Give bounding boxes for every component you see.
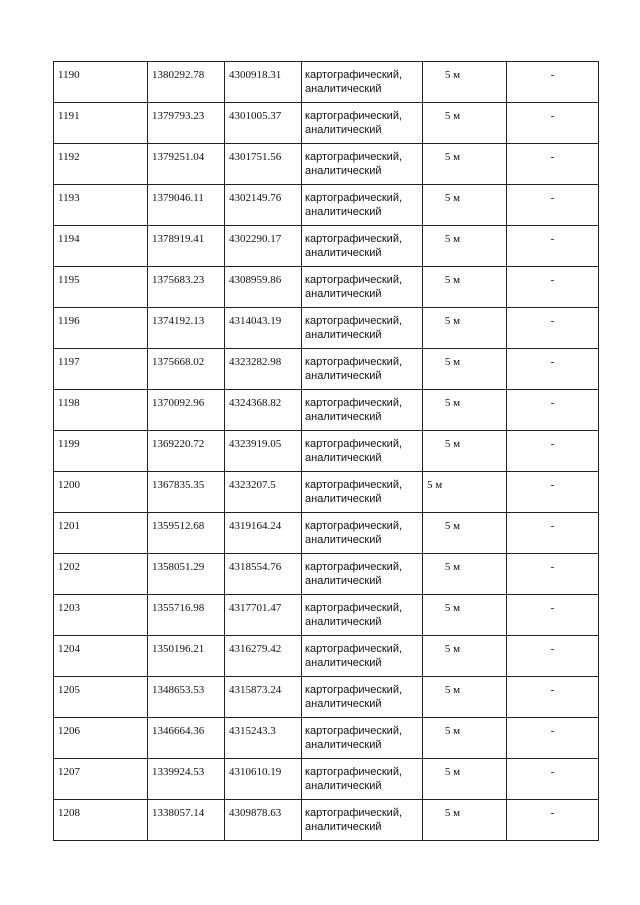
x-coordinate-cell xyxy=(148,144,225,185)
x-coordinate-cell xyxy=(148,595,225,636)
x-coordinate: 1348653.53 xyxy=(152,684,205,696)
x-coordinate: 1367835.35 xyxy=(152,479,205,491)
method-line-2: аналитический xyxy=(305,165,382,177)
accuracy-cell xyxy=(423,718,507,759)
point-number: 1196 xyxy=(58,315,80,327)
note: - xyxy=(550,438,555,450)
note: - xyxy=(550,725,555,737)
note-cell xyxy=(507,800,599,841)
accuracy: 5 м xyxy=(444,684,461,696)
accuracy: 5 м xyxy=(444,315,461,327)
point-number: 1191 xyxy=(58,110,80,122)
x-coordinate: 1339924.53 xyxy=(152,766,205,778)
x-coordinate: 1375683.23 xyxy=(152,274,205,286)
accuracy: 5 м xyxy=(444,274,461,286)
method-line-1: картографический, xyxy=(305,356,403,368)
method-cell xyxy=(302,718,423,759)
note-cell xyxy=(507,677,599,718)
point-number-cell xyxy=(54,513,148,554)
method-line-2: аналитический xyxy=(305,452,382,464)
point-number: 1193 xyxy=(58,192,80,204)
accuracy-cell xyxy=(423,472,507,513)
point-number: 1205 xyxy=(58,684,80,696)
accuracy-cell xyxy=(423,103,507,144)
method-line-2: аналитический xyxy=(305,821,382,833)
note: - xyxy=(550,356,555,368)
method-line-1: картографический, xyxy=(305,192,403,204)
x-coordinate-cell xyxy=(148,513,225,554)
note-cell xyxy=(507,554,599,595)
method-line-2: аналитический xyxy=(305,575,382,587)
y-coordinate: 4301005.37 xyxy=(229,110,282,122)
accuracy-cell xyxy=(423,185,507,226)
y-coordinate: 4302149.76 xyxy=(229,192,282,204)
accuracy-cell xyxy=(423,759,507,800)
note: - xyxy=(550,520,555,532)
x-coordinate: 1369220.72 xyxy=(152,438,205,450)
point-number-cell xyxy=(54,144,148,185)
point-number-cell xyxy=(54,800,148,841)
y-coordinate: 4323919.05 xyxy=(229,438,282,450)
x-coordinate: 1379046.11 xyxy=(152,192,204,204)
method-cell xyxy=(302,431,423,472)
y-coordinate: 4314043.19 xyxy=(229,315,282,327)
x-coordinate-cell xyxy=(148,185,225,226)
x-coordinate: 1346664.36 xyxy=(152,725,205,737)
x-coordinate: 1375668.02 xyxy=(152,356,205,368)
x-coordinate-cell xyxy=(148,103,225,144)
coordinates-table xyxy=(53,61,599,841)
x-coordinate-cell xyxy=(148,349,225,390)
y-coordinate-cell xyxy=(225,144,302,185)
x-coordinate: 1380292.78 xyxy=(152,69,205,81)
note: - xyxy=(550,684,555,696)
accuracy-cell xyxy=(423,144,507,185)
method-line-2: аналитический xyxy=(305,534,382,546)
method-line-2: аналитический xyxy=(305,83,382,95)
method-line-2: аналитический xyxy=(305,124,382,136)
method-line-2: аналитический xyxy=(305,493,382,505)
y-coordinate: 4316279.42 xyxy=(229,643,282,655)
point-number-cell xyxy=(54,759,148,800)
table-row xyxy=(54,636,599,677)
x-coordinate: 1338057.14 xyxy=(152,807,205,819)
y-coordinate: 4300918.31 xyxy=(229,69,282,81)
point-number: 1190 xyxy=(58,69,80,81)
y-coordinate-cell xyxy=(225,185,302,226)
accuracy: 5 м xyxy=(444,69,461,81)
note-cell xyxy=(507,513,599,554)
method-line-2: аналитический xyxy=(305,698,382,710)
y-coordinate: 4301751.56 xyxy=(229,151,282,163)
method-cell xyxy=(302,226,423,267)
method-cell xyxy=(302,390,423,431)
point-number-cell xyxy=(54,349,148,390)
x-coordinate-cell xyxy=(148,267,225,308)
y-coordinate-cell xyxy=(225,636,302,677)
y-coordinate: 4318554.76 xyxy=(229,561,282,573)
note-cell xyxy=(507,226,599,267)
accuracy-cell xyxy=(423,554,507,595)
table-row xyxy=(54,554,599,595)
accuracy-cell xyxy=(423,267,507,308)
point-number: 1206 xyxy=(58,725,80,737)
point-number: 1199 xyxy=(58,438,80,450)
method-cell xyxy=(302,472,423,513)
method-line-1: картографический, xyxy=(305,479,403,491)
accuracy-cell xyxy=(423,677,507,718)
y-coordinate-cell xyxy=(225,677,302,718)
y-coordinate: 4324368.82 xyxy=(229,397,282,409)
y-coordinate-cell xyxy=(225,759,302,800)
note: - xyxy=(550,69,555,81)
accuracy: 5 м xyxy=(444,356,461,368)
method-line-2: аналитический xyxy=(305,288,382,300)
point-number-cell xyxy=(54,431,148,472)
y-coordinate: 4315243.3 xyxy=(229,725,276,737)
point-number-cell xyxy=(54,718,148,759)
method-cell xyxy=(302,267,423,308)
method-line-1: картографический, xyxy=(305,561,403,573)
method-line-1: картографический, xyxy=(305,807,403,819)
accuracy: 5 м xyxy=(444,233,461,245)
method-cell xyxy=(302,800,423,841)
method-line-2: аналитический xyxy=(305,206,382,218)
note-cell xyxy=(507,431,599,472)
point-number-cell xyxy=(54,677,148,718)
method-cell xyxy=(302,62,423,103)
method-line-1: картографический, xyxy=(305,438,403,450)
table-row xyxy=(54,472,599,513)
x-coordinate: 1374192.13 xyxy=(152,315,205,327)
x-coordinate: 1350196.21 xyxy=(152,643,205,655)
table-row xyxy=(54,267,599,308)
x-coordinate: 1359512.68 xyxy=(152,520,205,532)
accuracy: 5 м xyxy=(444,151,461,163)
point-number: 1197 xyxy=(58,356,80,368)
note: - xyxy=(550,766,555,778)
note-cell xyxy=(507,390,599,431)
method-cell xyxy=(302,185,423,226)
accuracy: 5 м xyxy=(444,643,461,655)
method-line-2: аналитический xyxy=(305,247,382,259)
x-coordinate-cell xyxy=(148,718,225,759)
accuracy-cell xyxy=(423,595,507,636)
accuracy: 5 м xyxy=(444,766,461,778)
note: - xyxy=(550,110,555,122)
note-cell xyxy=(507,144,599,185)
table-row xyxy=(54,431,599,472)
note-cell xyxy=(507,62,599,103)
method-line-1: картографический, xyxy=(305,766,403,778)
point-number: 1202 xyxy=(58,561,80,573)
point-number-cell xyxy=(54,185,148,226)
table-row xyxy=(54,62,599,103)
point-number: 1198 xyxy=(58,397,80,409)
method-cell xyxy=(302,636,423,677)
table-row xyxy=(54,595,599,636)
y-coordinate: 4315873.24 xyxy=(229,684,282,696)
method-line-2: аналитический xyxy=(305,657,382,669)
note: - xyxy=(550,643,555,655)
note: - xyxy=(550,192,555,204)
point-number-cell xyxy=(54,62,148,103)
point-number: 1207 xyxy=(58,766,80,778)
method-line-1: картографический, xyxy=(305,151,403,163)
y-coordinate-cell xyxy=(225,62,302,103)
y-coordinate: 4319164.24 xyxy=(229,520,282,532)
accuracy: 5 м xyxy=(444,520,461,532)
note-cell xyxy=(507,595,599,636)
method-line-1: картографический, xyxy=(305,397,403,409)
method-line-1: картографический, xyxy=(305,274,403,286)
table-row xyxy=(54,718,599,759)
y-coordinate-cell xyxy=(225,308,302,349)
note: - xyxy=(550,151,555,163)
point-number: 1201 xyxy=(58,520,80,532)
point-number-cell xyxy=(54,390,148,431)
method-cell xyxy=(302,759,423,800)
note: - xyxy=(550,479,555,491)
point-number-cell xyxy=(54,636,148,677)
note-cell xyxy=(507,472,599,513)
x-coordinate-cell xyxy=(148,800,225,841)
method-cell xyxy=(302,349,423,390)
method-line-2: аналитический xyxy=(305,616,382,628)
method-line-1: картографический, xyxy=(305,725,403,737)
x-coordinate: 1358051.29 xyxy=(152,561,205,573)
x-coordinate-cell xyxy=(148,472,225,513)
x-coordinate-cell xyxy=(148,62,225,103)
x-coordinate-cell xyxy=(148,554,225,595)
point-number-cell xyxy=(54,472,148,513)
point-number: 1194 xyxy=(58,233,80,245)
point-number-cell xyxy=(54,267,148,308)
y-coordinate-cell xyxy=(225,431,302,472)
y-coordinate-cell xyxy=(225,800,302,841)
method-line-1: картографический, xyxy=(305,643,403,655)
point-number-cell xyxy=(54,554,148,595)
method-cell xyxy=(302,103,423,144)
x-coordinate-cell xyxy=(148,636,225,677)
accuracy-cell xyxy=(423,349,507,390)
note-cell xyxy=(507,718,599,759)
method-cell xyxy=(302,595,423,636)
method-line-2: аналитический xyxy=(305,370,382,382)
y-coordinate-cell xyxy=(225,554,302,595)
y-coordinate-cell xyxy=(225,390,302,431)
method-line-2: аналитический xyxy=(305,739,382,751)
method-cell xyxy=(302,513,423,554)
note-cell xyxy=(507,103,599,144)
y-coordinate-cell xyxy=(225,718,302,759)
accuracy: 5 м xyxy=(444,602,461,614)
table-row xyxy=(54,144,599,185)
x-coordinate-cell xyxy=(148,308,225,349)
x-coordinate: 1378919.41 xyxy=(152,233,205,245)
accuracy: 5 м xyxy=(444,397,461,409)
note-cell xyxy=(507,759,599,800)
table-body xyxy=(54,62,599,841)
y-coordinate-cell xyxy=(225,267,302,308)
point-number-cell xyxy=(54,595,148,636)
note: - xyxy=(550,561,555,573)
method-cell xyxy=(302,144,423,185)
accuracy: 5 м xyxy=(444,110,461,122)
point-number: 1203 xyxy=(58,602,80,614)
method-cell xyxy=(302,554,423,595)
method-line-1: картографический, xyxy=(305,684,403,696)
note: - xyxy=(550,602,555,614)
point-number-cell xyxy=(54,103,148,144)
y-coordinate: 4308959.86 xyxy=(229,274,282,286)
note-cell xyxy=(507,636,599,677)
x-coordinate-cell xyxy=(148,677,225,718)
point-number: 1195 xyxy=(58,274,80,286)
note-cell xyxy=(507,185,599,226)
method-line-1: картографический, xyxy=(305,233,403,245)
y-coordinate: 4310610.19 xyxy=(229,766,282,778)
x-coordinate-cell xyxy=(148,431,225,472)
note: - xyxy=(550,315,555,327)
y-coordinate-cell xyxy=(225,349,302,390)
x-coordinate: 1379793.23 xyxy=(152,110,205,122)
y-coordinate: 4302290.17 xyxy=(229,233,282,245)
method-cell xyxy=(302,308,423,349)
note: - xyxy=(550,233,555,245)
table-row xyxy=(54,308,599,349)
table-row xyxy=(54,677,599,718)
method-line-2: аналитический xyxy=(305,411,382,423)
y-coordinate: 4323282.98 xyxy=(229,356,282,368)
accuracy: 5 м xyxy=(444,807,461,819)
table-row xyxy=(54,349,599,390)
x-coordinate-cell xyxy=(148,390,225,431)
table-row xyxy=(54,390,599,431)
table-row xyxy=(54,185,599,226)
note-cell xyxy=(507,308,599,349)
table-row xyxy=(54,226,599,267)
point-number: 1204 xyxy=(58,643,80,655)
y-coordinate-cell xyxy=(225,513,302,554)
accuracy-cell xyxy=(423,308,507,349)
note: - xyxy=(550,397,555,409)
method-line-1: картографический, xyxy=(305,520,403,532)
y-coordinate-cell xyxy=(225,595,302,636)
accuracy: 5 м xyxy=(444,561,461,573)
method-line-2: аналитический xyxy=(305,780,382,792)
note-cell xyxy=(507,267,599,308)
point-number: 1208 xyxy=(58,807,80,819)
x-coordinate: 1379251.04 xyxy=(152,151,205,163)
y-coordinate: 4323207.5 xyxy=(229,479,276,491)
point-number-cell xyxy=(54,226,148,267)
note: - xyxy=(550,274,555,286)
method-line-2: аналитический xyxy=(305,329,382,341)
accuracy-cell xyxy=(423,390,507,431)
table-row xyxy=(54,800,599,841)
accuracy: 5 м xyxy=(444,725,461,737)
method-line-1: картографический, xyxy=(305,602,403,614)
note-cell xyxy=(507,349,599,390)
method-line-1: картографический, xyxy=(305,110,403,122)
accuracy: 5 м xyxy=(444,438,461,450)
note: - xyxy=(550,807,555,819)
y-coordinate-cell xyxy=(225,103,302,144)
x-coordinate-cell xyxy=(148,226,225,267)
y-coordinate-cell xyxy=(225,226,302,267)
accuracy-cell xyxy=(423,800,507,841)
table-row xyxy=(54,103,599,144)
y-coordinate: 4317701.47 xyxy=(229,602,282,614)
x-coordinate: 1370092.96 xyxy=(152,397,205,409)
accuracy-cell xyxy=(423,431,507,472)
point-number-cell xyxy=(54,308,148,349)
table-row xyxy=(54,759,599,800)
x-coordinate-cell xyxy=(148,759,225,800)
method-cell xyxy=(302,677,423,718)
x-coordinate: 1355716.98 xyxy=(152,602,205,614)
point-number: 1192 xyxy=(58,151,80,163)
accuracy-cell xyxy=(423,513,507,554)
y-coordinate-cell xyxy=(225,472,302,513)
y-coordinate: 4309878.63 xyxy=(229,807,282,819)
accuracy: 5 м xyxy=(427,479,443,491)
accuracy-cell xyxy=(423,226,507,267)
accuracy-cell xyxy=(423,62,507,103)
accuracy: 5 м xyxy=(444,192,461,204)
accuracy-cell xyxy=(423,636,507,677)
method-line-1: картографический, xyxy=(305,315,403,327)
point-number: 1200 xyxy=(58,479,80,491)
table-row xyxy=(54,513,599,554)
method-line-1: картографический, xyxy=(305,69,403,81)
